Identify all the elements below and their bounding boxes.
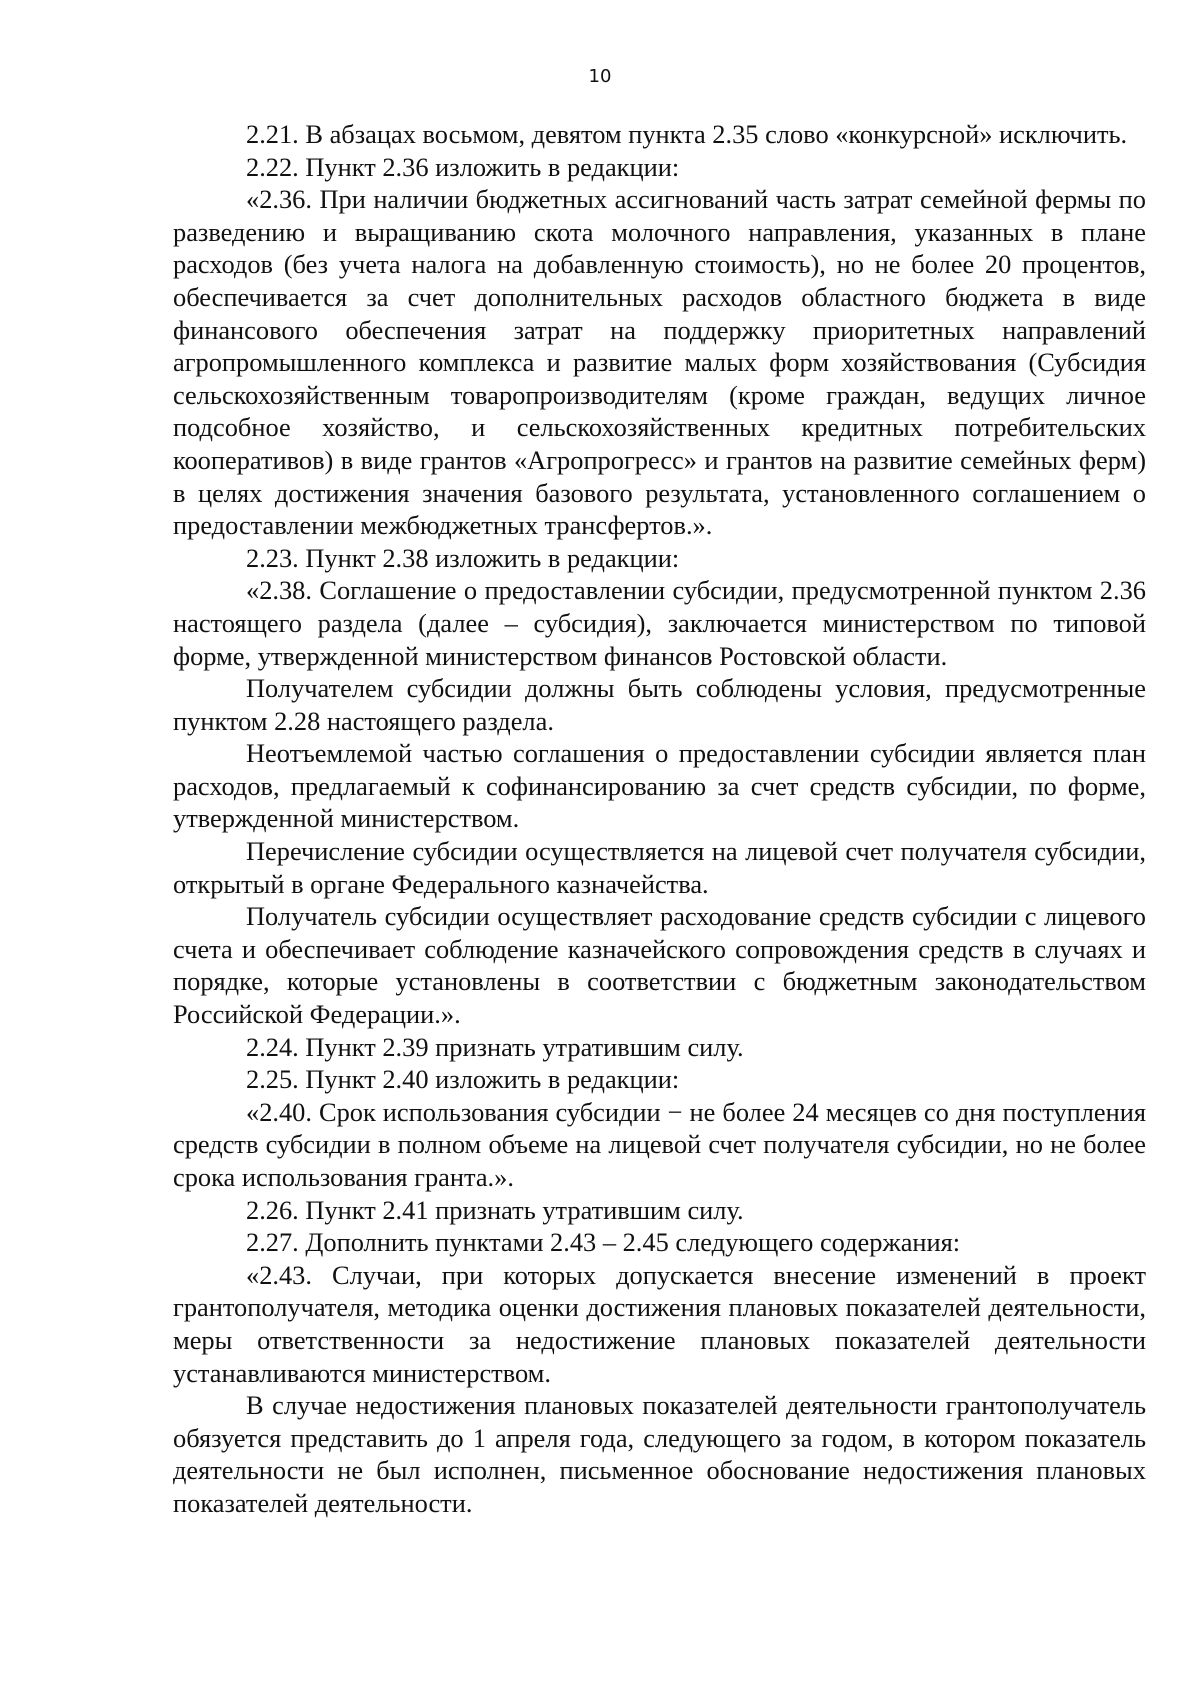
paragraph: 2.24. Пункт 2.39 признать утратившим силу. <box>246 1031 744 1062</box>
paragraph: В случае недостижения плановых показателей деятельности грантополучатель обязуется представить до 1 апреля года, следующего за годом, в котором показатель деятельности не был исполнен, письменное обоснование недостижения плановых показателей деятельности. <box>173 1390 1146 1518</box>
paragraph: 2.22. Пункт 2.36 изложить в редакции: <box>246 151 680 182</box>
paragraph: Получателем субсидии должны быть соблюдены условия, предусмотренные пунктом 2.28 настоящего раздела. <box>173 673 1146 736</box>
paragraph: «2.38. Соглашение о предоставлении субсидии, предусмотренной пунктом 2.36 настоящего раздела (далее – субсидия), заключается министерством по типовой форме, утвержденной министерством финансов Ростовской области. <box>173 575 1146 671</box>
paragraph: «2.36. При наличии бюджетных ассигнований часть затрат семейной фермы по разведению и выращиванию скота молочного направления, указанных в плане расходов (без учета налога на добавленную стоимость), но не более 20 процентов, обеспечивается за счет дополнительных расходов областного бюджета в виде финансового обеспечения затрат на поддержку приоритетных направлений агропромышленного комплекса и развитие малых форм хозяйствования (Субсидия сельскохозяйственным товаропроизводителям (кроме граждан, ведущих личное подсобное хозяйство, и сельскохозяйственных кредитных потребительских кооперативов) в виде грантов «Агропрогресс» и грантов на развитие семейных ферм) в целях достижения значения базового результата, установленного соглашением о предоставлении межбюджетных трансфертов.». <box>173 184 1146 541</box>
paragraph: Перечисление субсидии осуществляется на лицевой счет получателя субсидии, открытый в органе Федерального казначейства. <box>173 836 1146 899</box>
page-number: 10 <box>588 66 612 87</box>
paragraph: 2.21. В абзацах восьмом, девятом пункта 2.35 слово «конкурсной» исключить. <box>246 119 1128 149</box>
paragraph: Получатель субсидии осуществляет расходование средств субсидии с лицевого счета и обеспечивает соблюдение казначейского сопровождения средств в случаях и порядке, которые установлены в соответствии с бюджетным законодательством Российской Федерации.». <box>173 901 1146 1030</box>
paragraph: Неотъемлемой частью соглашения о предоставлении субсидии является план расходов, предлагаемый к софинансированию за счет средств субсидии, по форме, утвержденной министерством. <box>173 738 1146 834</box>
paragraph: «2.40. Срок использования субсидии − не более 24 месяцев со дня поступления средств субсидии в полном объеме на лицевой счет получателя субсидии, но не более срока использования гранта.». <box>173 1096 1146 1192</box>
paragraph: «2.43. Случаи, при которых допускается внесение изменений в проект грантополучателя, методика оценки достижения плановых показателей деятельности, меры ответственности за недостижение плановых показателей деятельности устанавливаются министерством. <box>173 1259 1146 1388</box>
paragraph: 2.23. Пункт 2.38 изложить в редакции: <box>246 542 680 573</box>
document-body <box>173 118 1146 1520</box>
paragraph: 2.26. Пункт 2.41 признать утратившим силу. <box>246 1194 744 1225</box>
paragraph: 2.25. Пункт 2.40 изложить в редакции: <box>246 1064 680 1095</box>
paragraph: 2.27. Дополнить пунктами 2.43 – 2.45 следующего содержания: <box>246 1227 961 1258</box>
